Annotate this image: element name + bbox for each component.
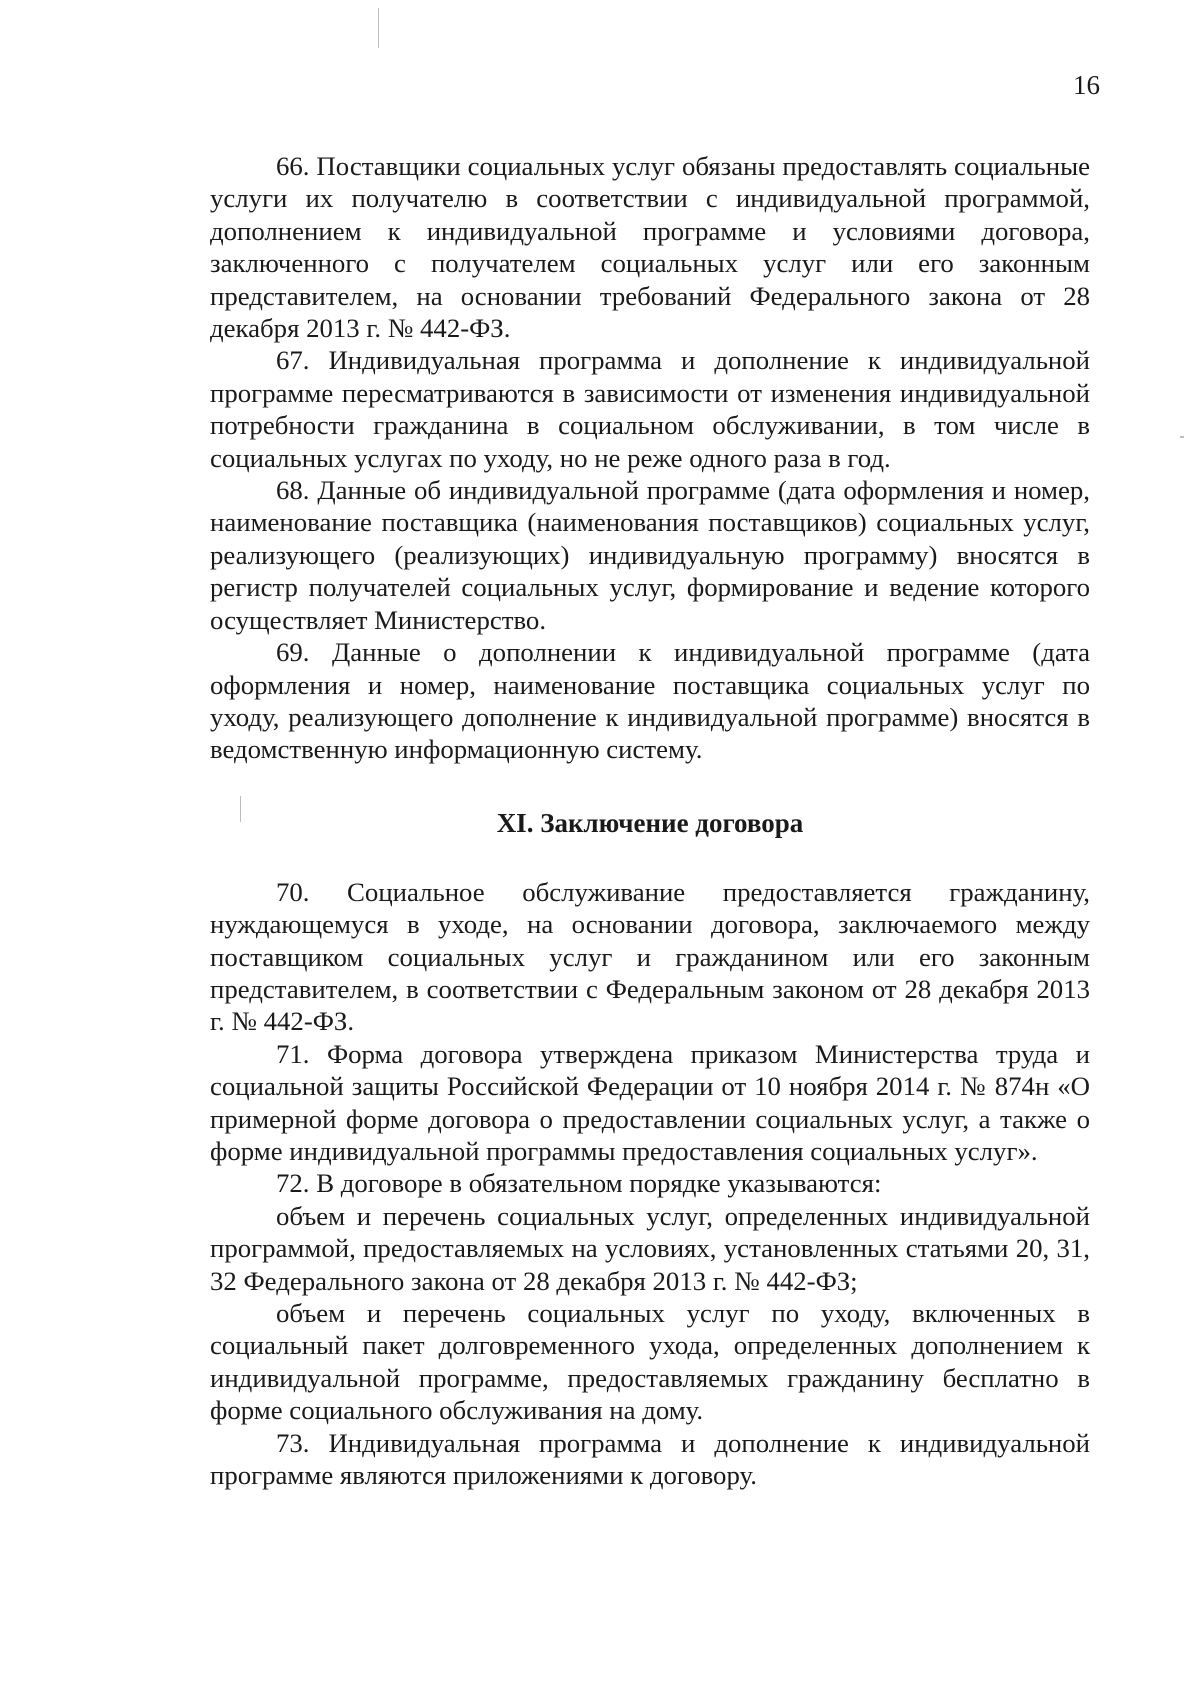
paragraph-68: 68. Данные об индивидуальной программе (дата оформления и номер, наименование поставщика (наименования поставщиков) социальных услуг, реализующего (реализующих) индивидуальную программу) вносятся в регистр получателей социальных услуг, формирование и ведение которого осуществляет Министерство. [210,475,1090,635]
paragraph-71: 71. Форма договора утверждена приказом Министерства труда и социальной защиты Российской Федерации от 10 ноября 2014 г. № 874н «О примерной форме договора о предоставлении социальных услуг, а также о форме индивидуальной программы предоставления социальных услуг». [210,1038,1090,1166]
scan-speck [378,8,379,48]
paragraph-67: 67. Индивидуальная программа и дополнение к индивидуальной программе пересматриваются в зависимости от изменения индивидуальной потребности гражданина в социальном обслуживании, в том числе в социальных услугах по уходу, но не реже одного раза в год. [210,345,1090,473]
paragraph-70: 70. Социальное обслуживание предоставляется гражданину, нуждающемуся в уходе, на основании договора, заключаемого между поставщиком социальных услуг и гражданином или его законным представителем, в соответствии с Федеральным законом от 28 декабря 2013 г. № 442-ФЗ. [210,876,1090,1037]
section-title: XI. Заключение договора [496,807,804,838]
document-body [210,150,1090,1491]
paragraph-66: 66. Поставщики социальных услуг обязаны предоставлять социальные услуги их получателю в соответствии с индивидуальной программой, дополнением к индивидуальной программе и условиями договора, заключенного с получателем социальных услуг или его законным представителем, на основании требований Федерального закона от 28 декабря 2013 г. № 442-ФЗ. [210,151,1090,344]
paragraph-69: 69. Данные о дополнении к индивидуальной программе (дата оформления и номер, наименование поставщика социальных услуг по уходу, реализующего дополнение к индивидуальной программе) вносятся в ведомственную информационную систему. [210,637,1090,765]
paragraph-72: 72. В договоре в обязательном порядке указываются: [276,1168,882,1199]
paragraph-72-item-2: объем и перечень социальных услуг по уходу, включенных в социальный пакет долговременного ухода, определенных дополнением к индивидуальной программе, предоставляемых гражданину бесплатно в форме социального обслуживания на дому. [210,1298,1090,1426]
scan-speck [1180,436,1184,438]
page-number: 16 [1073,70,1100,100]
paragraph-73: 73. Индивидуальная программа и дополнение к индивидуальной программе являются приложениями к договору. [210,1427,1090,1491]
paragraph-72-item-1: объем и перечень социальных услуг, определенных индивидуальной программой, предоставляемых на условиях, установленных статьями 20, 31, 32 Федерального закона от 28 декабря 2013 г. № 442-ФЗ; [210,1200,1090,1296]
